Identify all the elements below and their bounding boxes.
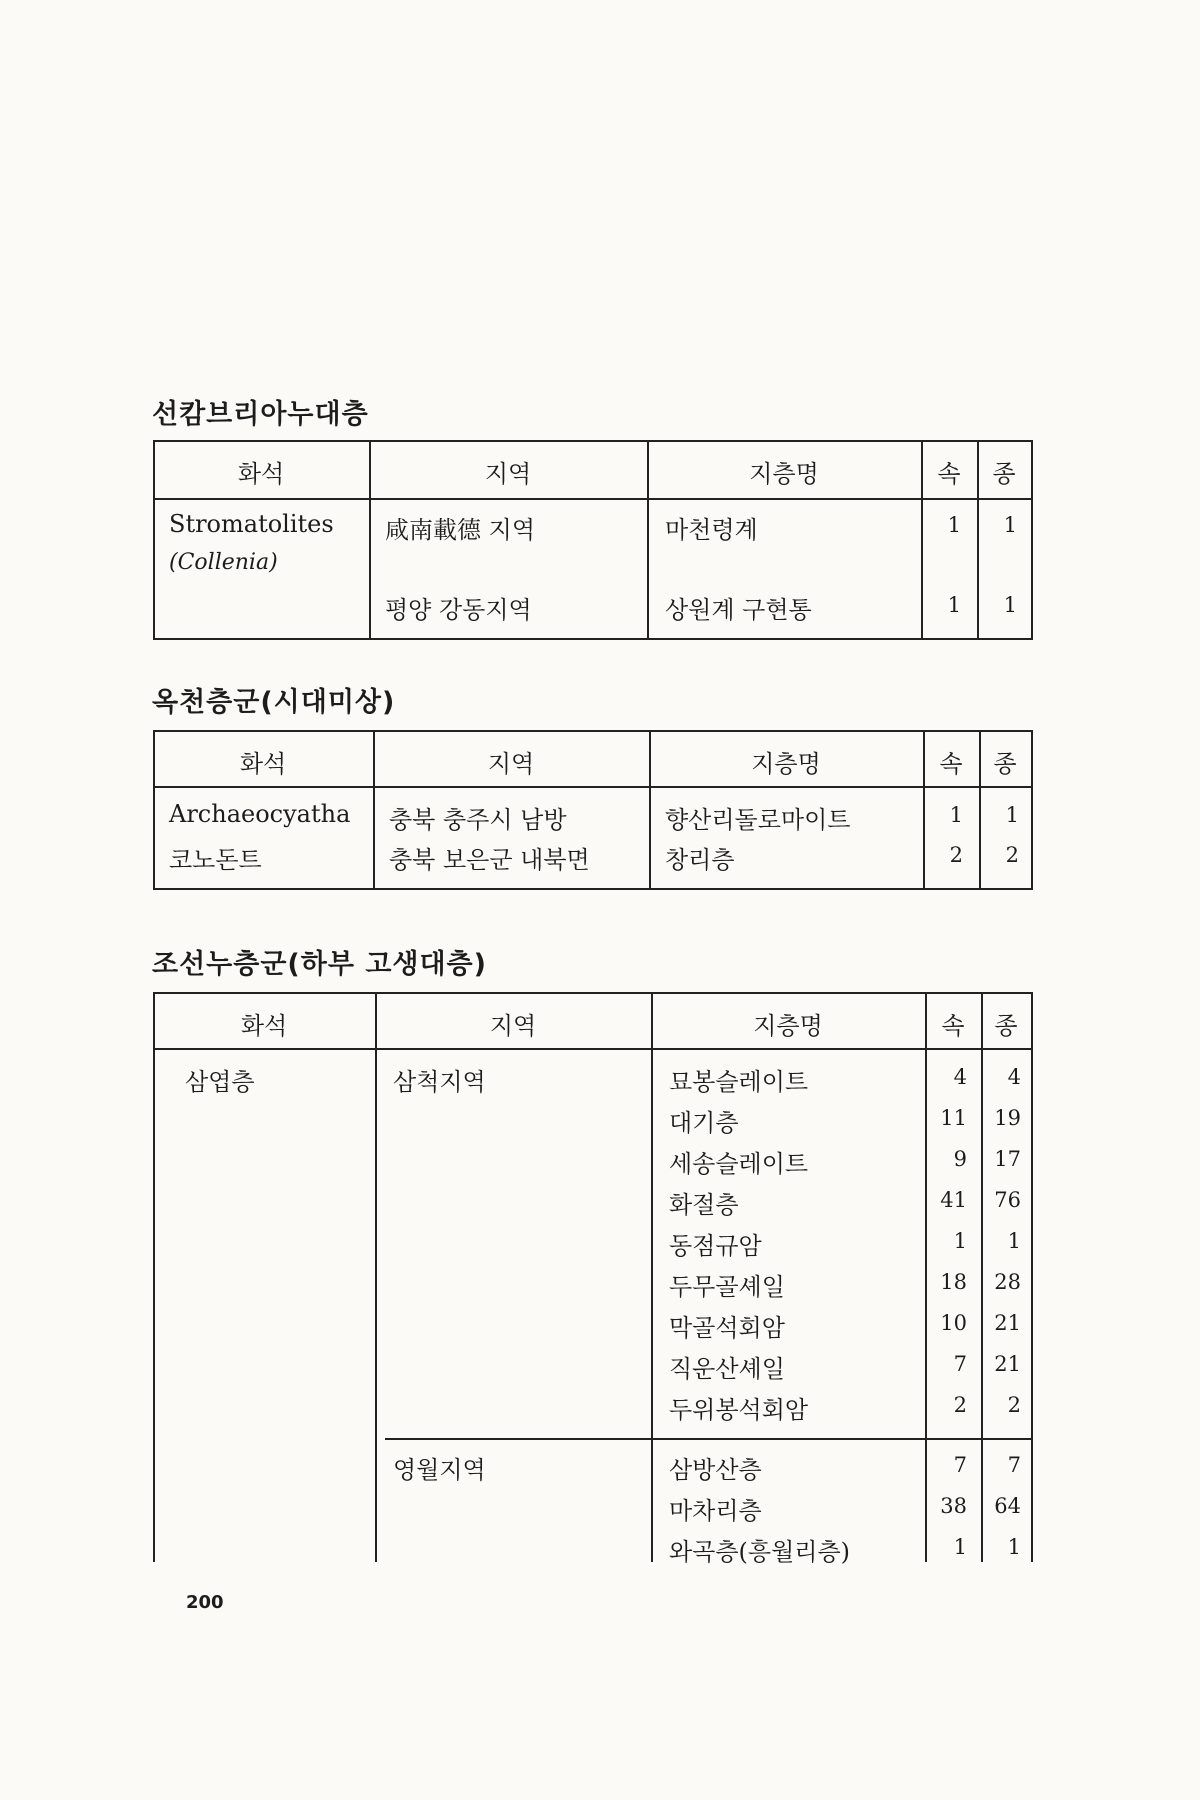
genus-count: 1 [949,803,963,827]
formation-cell: 마차리층 [669,1497,762,1525]
genus-count: 7 [953,1352,967,1376]
table-okcheon [153,730,1033,890]
header-formation: 지층명 [749,460,819,488]
genus-count: 2 [949,843,963,867]
species-count: 64 [994,1494,1021,1518]
header-formation: 지층명 [751,750,821,778]
section-title-precambrian: 선캄브리아누대층 [152,399,369,430]
formation-cell: 창리층 [665,846,735,874]
fossil-subname: (Collenia) [169,550,278,575]
species-count: 4 [1007,1065,1021,1089]
genus-count: 2 [953,1393,967,1417]
genus-count: 1 [947,593,961,617]
section-title-joseon: 조선누층군(하부 고생대층) [152,949,487,980]
genus-count: 38 [940,1494,967,1518]
formation-cell: 세송슬레이트 [669,1150,809,1178]
formation-cell: 화절층 [669,1191,739,1219]
header-species: 종 [992,460,1016,488]
formation-cell: 삼방산층 [669,1456,762,1484]
species-count: 76 [994,1188,1021,1212]
genus-count: 1 [953,1535,967,1559]
header-region: 지역 [484,460,532,488]
genus-count: 11 [940,1106,967,1130]
fossil-name: Archaeocyatha [169,800,351,828]
region-cell: 충북 보은군 내북면 [389,846,590,874]
table-precambrian [153,440,1033,640]
fossil-name: Stromatolites [169,510,334,538]
header-genus: 속 [941,1012,965,1040]
formation-cell: 마천령계 [665,516,758,544]
formation-cell: 두위봉석회암 [669,1396,809,1424]
formation-cell: 직운산셰일 [669,1355,785,1383]
genus-count: 7 [953,1453,967,1477]
species-count: 1 [1007,1535,1021,1559]
table-joseon [153,992,1033,1566]
genus-count: 9 [953,1147,967,1171]
region-cell: 충북 충주시 남방 [389,806,567,834]
species-count: 1 [1003,513,1017,537]
formation-cell: 와곡층(흥월리층) [669,1538,851,1566]
species-count: 17 [994,1147,1021,1171]
species-count: 28 [994,1270,1021,1294]
genus-count: 18 [940,1270,967,1294]
genus-count: 4 [953,1065,967,1089]
header-species: 종 [993,750,1017,778]
header-genus: 속 [937,460,961,488]
genus-count: 1 [947,513,961,537]
genus-count: 41 [940,1188,967,1212]
species-count: 1 [1003,593,1017,617]
header-fossil: 화석 [240,1012,288,1040]
species-count: 21 [994,1311,1021,1335]
formation-cell: 동점규암 [669,1232,762,1260]
header-formation: 지층명 [753,1012,823,1040]
region-cell: 咸南載德 지역 [385,516,535,544]
header-fossil: 화석 [237,460,285,488]
genus-count: 10 [940,1311,967,1335]
fossil-name: 삼엽층 [185,1068,255,1096]
formation-cell: 묘봉슬레이트 [669,1068,809,1096]
species-count: 19 [994,1106,1021,1130]
formation-cell: 대기층 [669,1109,739,1137]
species-count: 21 [994,1352,1021,1376]
region-cell: 삼척지역 [393,1068,486,1096]
section-title-okcheon: 옥천층군(시대미상) [152,687,396,718]
species-count: 1 [1005,803,1019,827]
formation-cell: 향산리돌로마이트 [665,806,851,834]
header-fossil: 화석 [239,750,287,778]
header-genus: 속 [939,750,963,778]
header-region: 지역 [489,1012,537,1040]
formation-cell: 두무골셰일 [669,1273,785,1301]
formation-cell: 막골석회암 [669,1314,785,1342]
formation-cell: 상원계 구현통 [665,596,812,624]
region-cell: 평양 강동지역 [385,596,532,624]
species-count: 2 [1005,843,1019,867]
genus-count: 1 [953,1229,967,1253]
page-number: 200 [186,1592,224,1613]
fossil-name: 코노돈트 [169,846,262,874]
species-count: 7 [1007,1453,1021,1477]
species-count: 1 [1007,1229,1021,1253]
species-count: 2 [1007,1393,1021,1417]
header-region: 지역 [487,750,535,778]
region-cell: 영월지역 [393,1456,486,1484]
header-species: 종 [994,1012,1018,1040]
